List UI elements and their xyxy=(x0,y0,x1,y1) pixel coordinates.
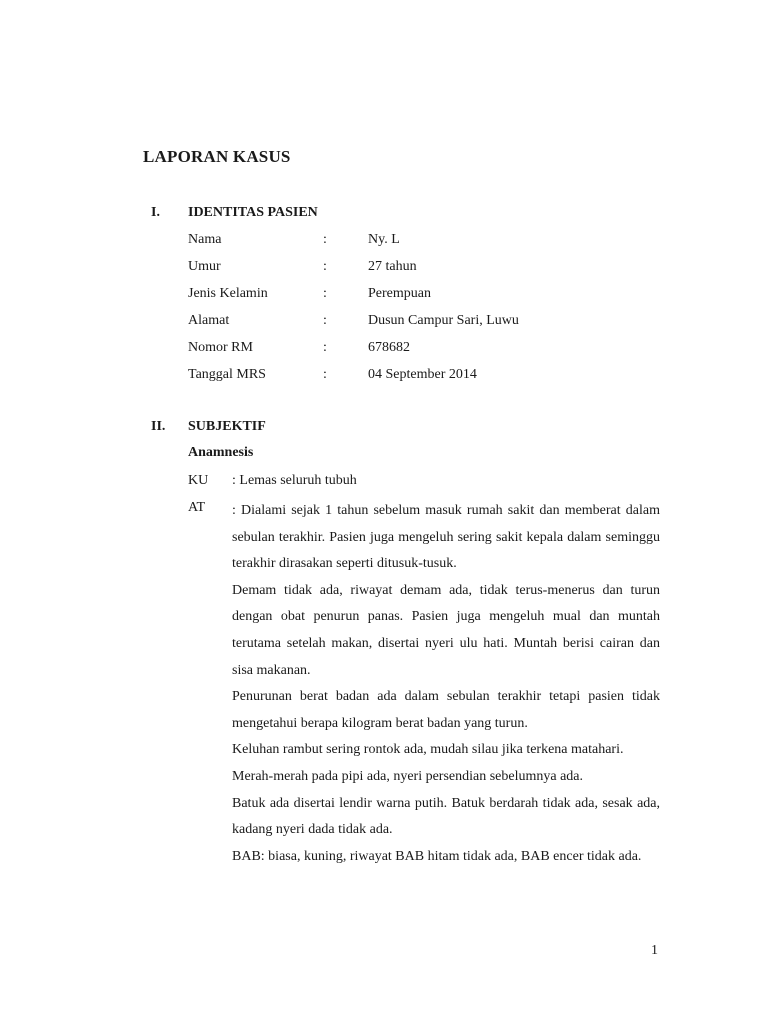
identity-label: Nama xyxy=(188,232,222,247)
at-paragraph: : Dialami sejak 1 tahun sebelum masuk rumah sakit dan memberat dalam sebulan terakhir. Pasien juga mengeluh sering sakit kepala dalam seminggu terakhir dirasakan seperti ditusuk-tusuk. xyxy=(232,503,660,572)
at-paragraph: BAB: biasa, kuning, riwayat BAB hitam tidak ada, BAB encer tidak ada. xyxy=(232,848,642,864)
identity-label: Tanggal MRS xyxy=(188,367,266,382)
at-paragraph: Keluhan rambut sering rontok ada, mudah silau jika terkena matahari. xyxy=(232,742,624,758)
section-2-number: II. xyxy=(151,419,166,434)
identity-separator: : xyxy=(323,232,327,247)
identity-value: 27 tahun xyxy=(368,259,417,274)
identity-value: Perempuan xyxy=(368,286,431,301)
document-title: LAPORAN KASUS xyxy=(143,147,291,166)
at-paragraph: Merah-merah pada pipi ada, nyeri persendian sebelumnya ada. xyxy=(232,768,584,784)
anamnesis-heading: Anamnesis xyxy=(188,445,254,460)
section-2-heading: SUBJEKTIF xyxy=(188,419,266,434)
identity-label: Umur xyxy=(188,259,221,274)
at-label: AT xyxy=(188,500,206,515)
identity-value: Ny. L xyxy=(368,232,400,247)
page-number: 1 xyxy=(651,943,658,958)
at-paragraph: Penurunan berat badan ada dalam sebulan terakhir tetapi pasien tidak mengetahui berapa kilogram berat badan yang turun. xyxy=(232,689,660,731)
identity-separator: : xyxy=(323,367,327,382)
identity-label: Alamat xyxy=(188,313,230,328)
ku-text: : Lemas seluruh tubuh xyxy=(232,473,357,488)
at-paragraph: Demam tidak ada, riwayat demam ada, tidak terus-menerus dan turun dengan obat penurun panas. Pasien juga mengeluh mual dan muntah terutama setelah makan, disertai nyeri ulu hati. Muntah berisi cairan dan sisa makanan. xyxy=(232,582,660,678)
section-1-number: I. xyxy=(151,205,160,220)
identity-separator: : xyxy=(323,259,327,274)
identity-separator: : xyxy=(323,286,327,301)
identity-value: 678682 xyxy=(368,340,410,355)
identity-label: Jenis Kelamin xyxy=(188,286,268,301)
identity-separator: : xyxy=(323,313,327,328)
at-paragraph: Batuk ada disertai lendir warna putih. Batuk berdarah tidak ada, sesak ada, kadang nyeri dada tidak ada. xyxy=(232,795,660,838)
identity-separator: : xyxy=(323,340,327,355)
at-body xyxy=(232,498,660,870)
identity-value: Dusun Campur Sari, Luwu xyxy=(368,313,519,328)
ku-label: KU xyxy=(188,473,209,488)
identity-value: 04 September 2014 xyxy=(368,367,477,382)
identity-label: Nomor RM xyxy=(188,340,253,355)
section-1-heading: IDENTITAS PASIEN xyxy=(188,205,318,220)
